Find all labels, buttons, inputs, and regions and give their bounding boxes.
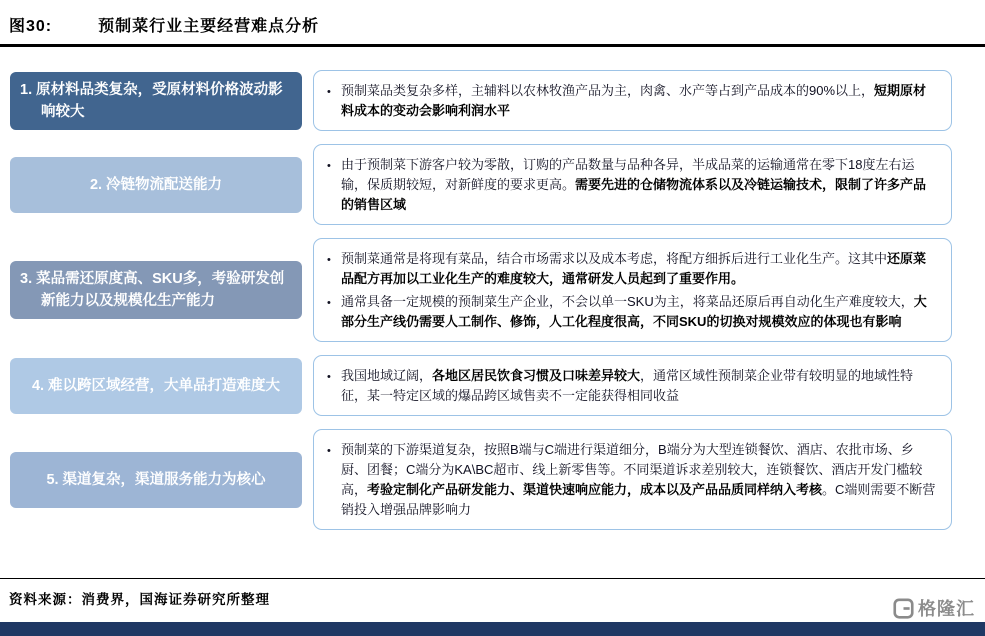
bullet-text: 预制菜品类复杂多样，主辅料以农林牧渔产品为主，肉禽、水产等占到产品成本的90%以上，短期原材料成本的变动会影响利润水平 <box>341 83 927 118</box>
footer-divider-rule <box>0 578 985 579</box>
source-attribution: 资料来源：消费界，国海证券研究所整理 <box>9 592 270 607</box>
bullet-text: 我国地域辽阔，各地区居民饮食习惯及口味差异较大，通常区域性预制菜企业带有较明显的地域性特征，某一特定区域的爆品跨区域售卖不一定能获得相同收益 <box>341 368 914 403</box>
bullet-item <box>327 155 936 215</box>
difficulty-label-2 <box>10 157 302 213</box>
difficulty-row-3 <box>10 238 952 342</box>
difficulty-row-2 <box>10 144 952 225</box>
bullet-text: 由于预制菜下游客户较为零散，订购的产品数量与品种各异，半成品菜的运输通常在零下18度左右运输，保质期较短，对新鲜度的要求更高。需要先进的仓储物流体系以及冷链运输技术，限制了许多产品的销售区域 <box>341 157 927 212</box>
bullet-marker: • <box>327 371 331 383</box>
bullet-marker: • <box>327 86 331 98</box>
figure-header <box>0 0 985 47</box>
difficulty-label-text: 2. 冷链物流配送能力 <box>89 176 223 193</box>
difficulty-detail-box-3 <box>313 238 952 342</box>
bullet-marker: • <box>327 445 331 457</box>
bullet-marker: • <box>327 160 331 172</box>
difficulty-detail-box-1 <box>313 70 952 131</box>
difficulty-label-1 <box>10 72 302 130</box>
bullet-text: 通常具备一定规模的预制菜生产企业，不会以单一SKU为主，将菜品还原后再自动化生产难度较大，大部分生产线仍需要人工制作、修饰，人工化程度很高，不同SKU的切换对规模效应的体现也有影响 <box>341 294 927 329</box>
difficulty-rows <box>10 70 952 530</box>
bullet-item <box>327 292 936 332</box>
difficulty-label-5 <box>10 452 302 508</box>
bottom-brand-bar <box>0 622 985 636</box>
gelonghui-logo-text: 格隆汇 <box>918 599 975 619</box>
difficulty-label-text: 3. 菜品需还原度高、SKU多，考验研发创新能力以及规模化生产能力 <box>20 271 285 309</box>
difficulty-label-4 <box>10 358 302 414</box>
difficulty-row-1 <box>10 70 952 131</box>
title-line <box>9 13 985 36</box>
bullet-text: 预制菜的下游渠道复杂，按照B端与C端进行渠道细分，B端分为大型连锁餐饮、酒店、农批市场、乡厨、团餐；C端分为KA\BC超市、线上新零售等。不同渠道诉求差别较大，连锁餐饮、酒店开发门槛较高，考验定制化产品研发能力、渠道快速响应能力，成本以及产品品质同样纳入考核。C端则需要不断营销投入增强品牌影响力 <box>341 442 936 517</box>
figure-title: 预制菜行业主要经营难点分析 <box>98 18 320 35</box>
bullet-marker: • <box>327 297 331 309</box>
difficulty-label-text: 4. 难以跨区域经营，大单品打造难度大 <box>31 377 281 394</box>
bullet-text: 预制菜通常是将现有菜品，结合市场需求以及成本考虑，将配方细拆后进行工业化生产。这其中还原菜品配方再加以工业化生产的难度较大，通常研发人员起到了重要作用。 <box>341 251 927 286</box>
difficulty-detail-box-5 <box>313 429 952 530</box>
bullet-item <box>327 249 936 289</box>
bullet-item <box>327 440 936 520</box>
figure-number-label: 图30: <box>9 18 53 35</box>
bullet-item <box>327 366 936 406</box>
gelonghui-logo-icon <box>893 598 914 619</box>
title-underline-rule <box>0 44 985 47</box>
gelonghui-logo <box>893 595 975 621</box>
bullet-marker: • <box>327 254 331 266</box>
difficulty-detail-box-2 <box>313 144 952 225</box>
difficulty-detail-box-4 <box>313 355 952 416</box>
difficulty-label-text: 1. 原材料品类复杂，受原材料价格波动影响较大 <box>20 81 283 120</box>
difficulty-label-text: 5. 渠道复杂，渠道服务能力为核心 <box>46 471 266 488</box>
difficulty-row-4 <box>10 355 952 416</box>
difficulty-label-3 <box>10 261 302 319</box>
difficulty-row-5 <box>10 429 952 530</box>
bullet-item <box>327 81 936 121</box>
